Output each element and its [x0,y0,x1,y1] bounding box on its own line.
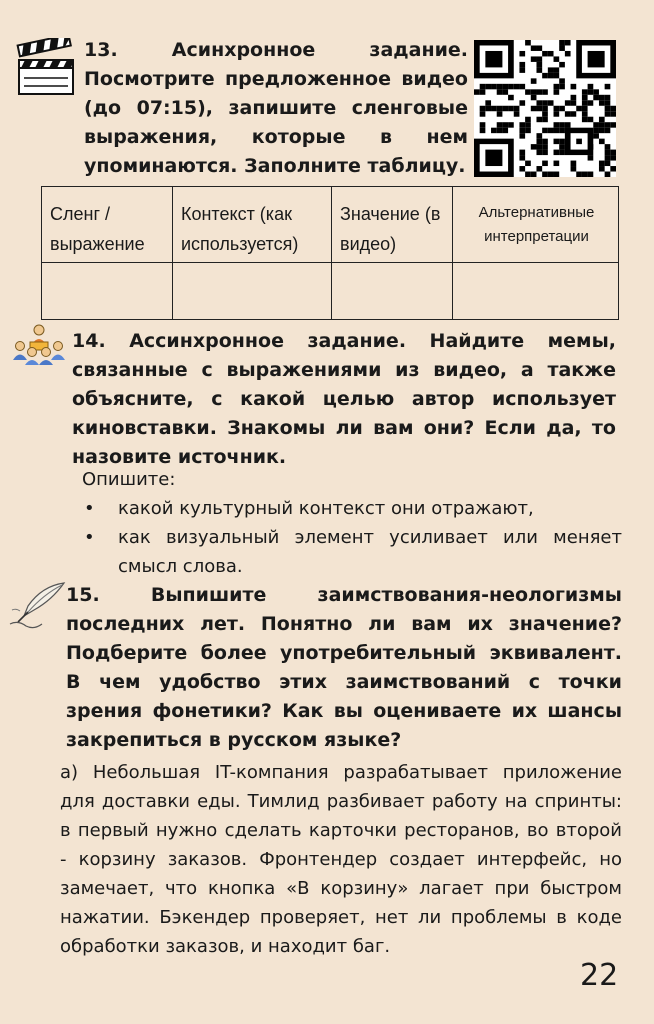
qr-code[interactable] [474,40,616,177]
clapperboard-icon [16,38,76,96]
slang-table [41,186,619,320]
task-13-number: 13. [84,39,118,61]
task-14-text: Ассинхронное задание. Найдите мемы, связанные с выражениями из видео, а также объясните, с какой целью автор использует киновставки. Знакомы ли вам они? Если да, то назовите источник. [72,330,616,468]
table-row [42,263,619,320]
task-13-heading [84,36,468,181]
table-header-alternatives: Альтернативные интерпретации [453,187,619,263]
group-people-icon [8,322,70,366]
list-item: • как визуальный элемент усиливает или меняет смысл слова. [82,523,622,581]
table-cell-slang[interactable] [42,263,173,320]
table-cell-context[interactable] [173,263,332,320]
list-item: • какой культурный контекст они отражают, [82,494,622,523]
task-15-number: 15. [66,584,100,606]
task-15-text: Выпишите заимствования-неологизмы последних лет. Понятно ли вам их значение? Подберите более употребительный эквивалент. В чем удобство этих заимствований с точки зрения фонетики? Как вы оцениваете их шансы закрепиться в русском языке? [66,584,622,751]
describe-label: Опишите: [82,469,176,490]
table-header-context: Контекст (как используется) [173,187,332,263]
task-15-heading [66,581,622,755]
task-14-describe [82,465,622,581]
describe-bullets [82,494,622,581]
task-15-paragraph-a: а) Небольшая IT-компания разрабатывает приложение для доставки еды. Тимлид разбивает работу на спринты: в первый нужно сделать карточки ресторанов, во второй - корзину заказов. Фронтендер создает интерфейс, но замечает, что кнопка «В корзину» лагает при быстром нажатии. Бэкендер проверяет, нет ли проблемы в коде обработки заказов, и находит баг. [60,762,622,957]
task-14-heading [72,327,616,472]
task-14-number: 14. [72,330,106,352]
table-cell-meaning[interactable] [332,263,453,320]
table-header-meaning: Значение (в видео) [332,187,453,263]
table-cell-alternatives[interactable] [453,263,619,320]
quill-pen-icon [8,580,66,630]
task-13-text: Асинхронное задание. Посмотрите предложенное видео (до 07:15), запишите сленговые выражения, которые в нем упоминаются. Заполните таблицу. [84,39,468,177]
page-number: 22 [580,958,619,993]
table-header-slang: Сленг / выражение [42,187,173,263]
